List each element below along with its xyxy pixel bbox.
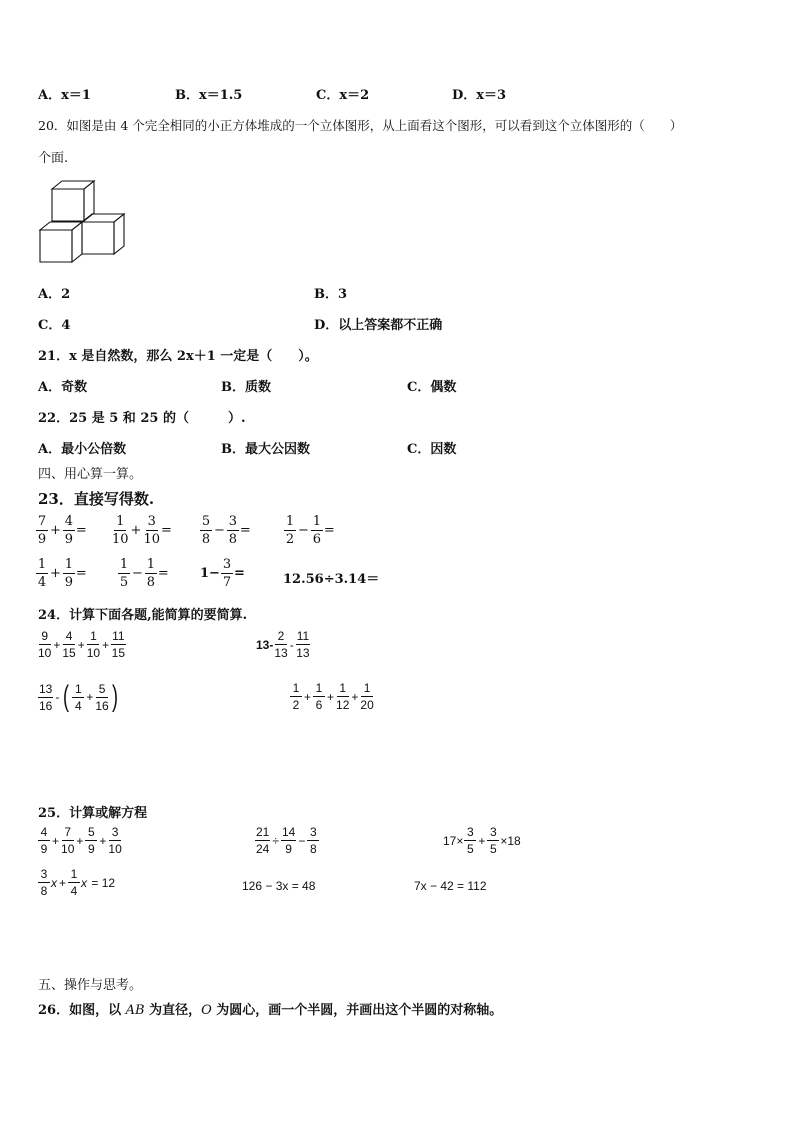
q19-option-c: C．x＝2 bbox=[316, 88, 370, 103]
q24-expr-2: 13- $\frac{2}{13}$ - $\frac{11}{13}$ bbox=[256, 629, 310, 660]
q22-option-a: A．最小公倍数 bbox=[38, 442, 127, 457]
q19-option-a: A．x＝1 bbox=[38, 88, 91, 103]
q20-option-c: C．4 bbox=[38, 318, 71, 333]
q19-option-d: D．x＝3 bbox=[452, 88, 507, 103]
q23-expr-1: $\frac{7}{9}$ + $\frac{4}{9}$ = bbox=[37, 514, 87, 547]
q24-expr-1: $\frac{9}{10}$ + $\frac{4}{15}$ + $\frac{1}{10}$ + $\frac{11}{15}$ bbox=[38, 629, 126, 660]
q20-text-line1: 20．如图是由 4 个完全相同的小正方体堆成的一个立体图形，从上面看这个图形，可以看到这个立体图形的（ ） bbox=[38, 118, 683, 133]
q25-expr-6: 7x − 42 = 112 bbox=[414, 879, 487, 893]
q20-option-a: A．2 bbox=[38, 287, 71, 302]
cube-stack-figure bbox=[36, 176, 128, 266]
q23-expr-8: 12.56÷3.14＝ bbox=[283, 572, 380, 587]
q26-text: 26．如图，以 AB 为直径，O 为圆心，画一个半圆，并画出这个半圆的对称轴。 bbox=[38, 1003, 503, 1018]
q24-expr-3: $\frac{13}{16}$ - ( $\frac{1}{4}$ + $\frac{5}{16}$ ) bbox=[39, 680, 118, 713]
q20-option-d: D．以上答案都不正确 bbox=[314, 318, 443, 333]
q22-text: 22．25 是 5 和 25 的（ ）. bbox=[38, 411, 246, 426]
q25-expr-1: $\frac{4}{9}$ + $\frac{7}{10}$ + $\frac{5}{9}$ + $\frac{3}{10}$ bbox=[38, 826, 122, 855]
q25-expr-2: $\frac{21}{24}$ ÷ $\frac{14}{9}$ − $\frac{3}{8}$ bbox=[255, 826, 319, 855]
q23-expr-2: $\frac{1}{10}$ + $\frac{3}{10}$ = bbox=[112, 514, 172, 547]
q24-expr-4: $\frac{1}{2}$ + $\frac{1}{6}$ + $\frac{1}{12}$ + $\frac{1}{20}$ bbox=[290, 682, 374, 711]
q25-title: 25．计算或解方程 bbox=[38, 806, 148, 821]
q21-text: 21．x 是自然数，那么 2x＋1 一定是（ ）。 bbox=[38, 349, 318, 364]
q25-expr-5: 126 − 3x = 48 bbox=[242, 879, 316, 893]
section-4-heading: 四、用心算一算。 bbox=[38, 467, 143, 482]
q23-expr-6: $\frac{1}{5}$ − $\frac{1}{8}$ = bbox=[119, 557, 169, 590]
q23-expr-4: $\frac{1}{2}$ − $\frac{1}{6}$ = bbox=[285, 514, 335, 547]
q25-expr-3: 17× $\frac{3}{5}$ + $\frac{3}{5}$ ×18 bbox=[443, 825, 521, 856]
q23-expr-3: $\frac{5}{8}$ − $\frac{3}{8}$ = bbox=[201, 514, 251, 547]
q19-option-b: B．x＝1.5 bbox=[175, 88, 243, 103]
q20-option-b: B．3 bbox=[314, 287, 348, 302]
q22-option-b: B．最大公因数 bbox=[221, 442, 310, 457]
q21-option-a: A．奇数 bbox=[38, 380, 88, 395]
q23-expr-5: $\frac{1}{4}$ + $\frac{1}{9}$ = bbox=[37, 557, 87, 590]
q23-expr-7: 1− $\frac{3}{7}$ = bbox=[200, 557, 245, 590]
q21-option-b: B．质数 bbox=[221, 380, 271, 395]
q23-title: 23．直接写得数. bbox=[38, 490, 155, 508]
q25-expr-4: $\frac{3}{8}$ x + $\frac{1}{4}$ x = 12 bbox=[38, 868, 115, 897]
section-5-heading: 五、操作与思考。 bbox=[38, 978, 143, 993]
q22-option-c: C．因数 bbox=[407, 442, 457, 457]
q21-option-c: C．偶数 bbox=[407, 380, 457, 395]
q20-text-line2: 个面. bbox=[38, 151, 69, 166]
q24-title: 24．计算下面各题,能简算的要简算. bbox=[38, 608, 248, 623]
